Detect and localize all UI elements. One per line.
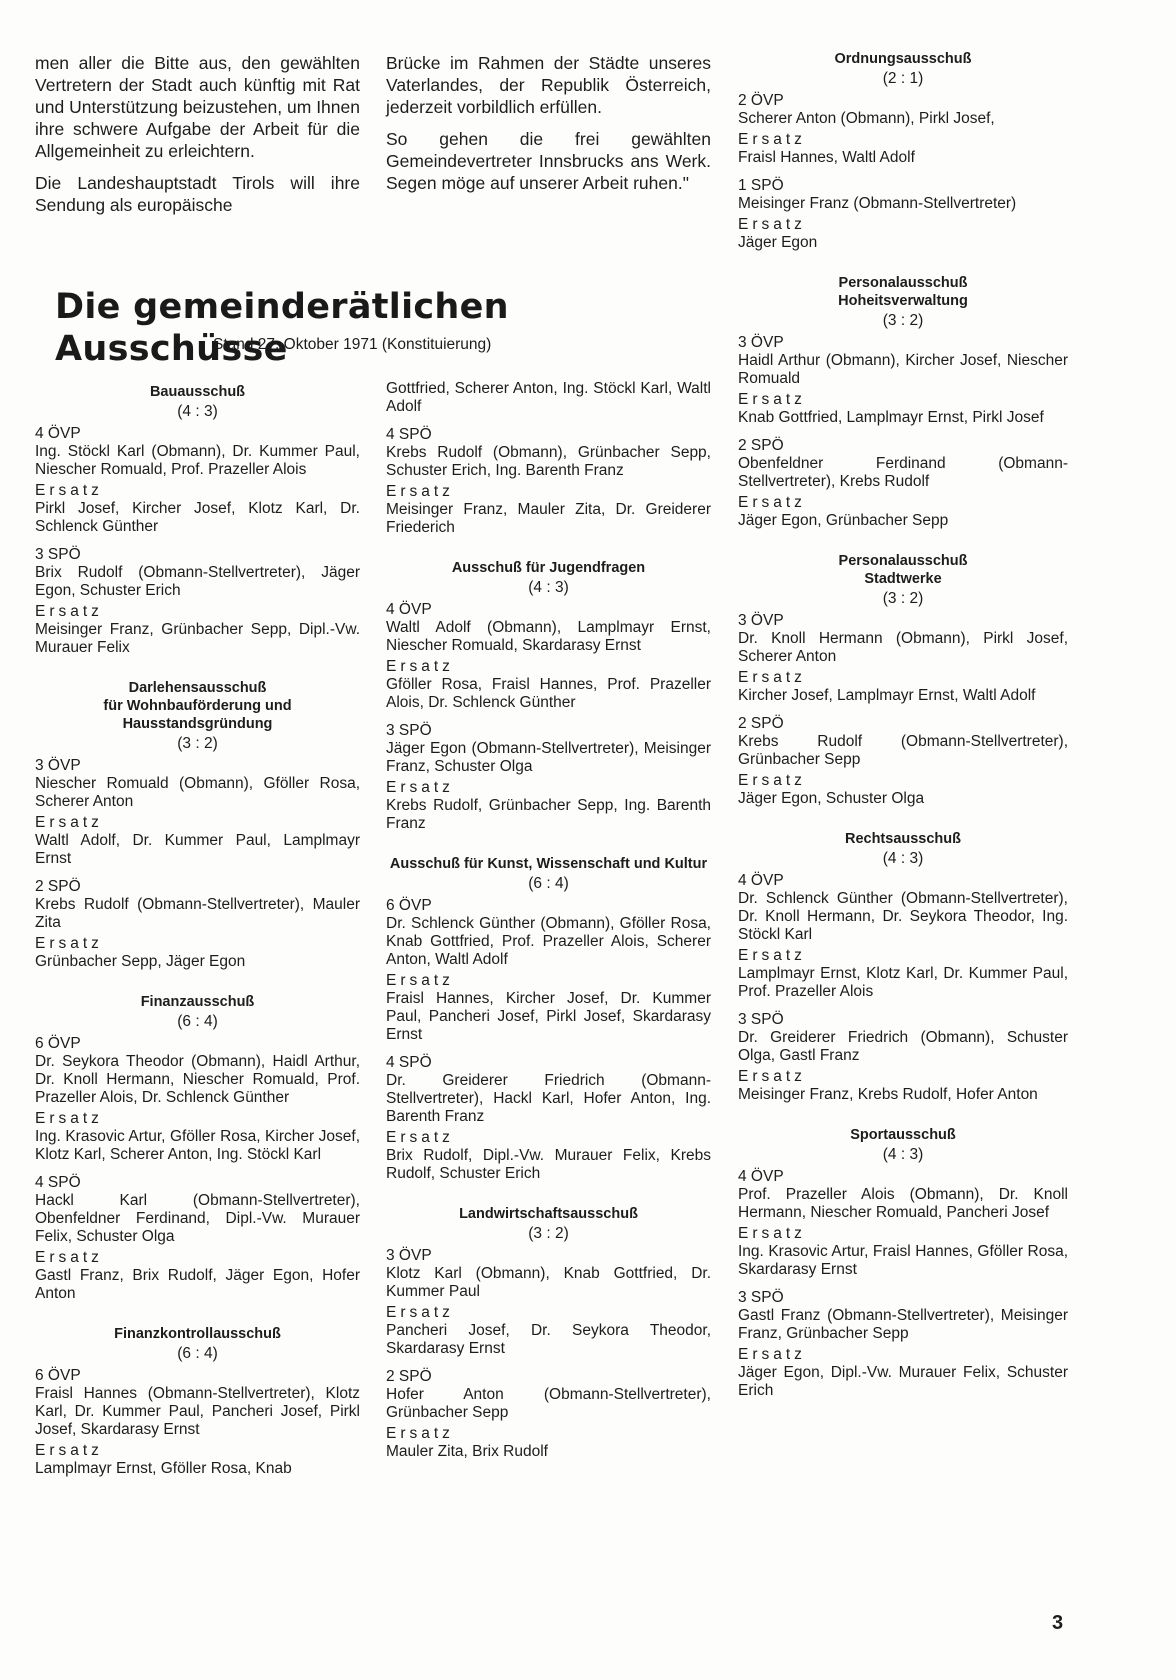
member-list: Fraisl Hannes (Obmann-Stellvertreter), Klotz Karl, Dr. Kummer Paul, Pancheri Josef, Pirkl Josef, Skardarasy Ernst [35,1385,360,1438]
member-list: Gastl Franz (Obmann-Stellvertreter), Meisinger Franz, Grünbacher Sepp [738,1307,1068,1342]
party-label: 3 ÖVP [35,757,81,774]
ersatz-list: Meisinger Franz, Krebs Rudolf, Hofer Anton [738,1086,1038,1103]
ersatz-label: Ersatz [35,603,103,620]
ersatz-list: Krebs Rudolf, Grünbacher Sepp, Ing. Barenth Franz [386,797,711,832]
committee-ratio: (4 : 3) [528,579,569,596]
party-label: 6 ÖVP [386,897,432,914]
ersatz-list: Brix Rudolf, Dipl.-Vw. Murauer Felix, Krebs Rudolf, Schuster Erich [386,1147,711,1182]
party-label: 3 SPÖ [35,546,81,563]
ersatz-label: Ersatz [386,658,454,675]
ersatz-list: Fraisl Hannes, Waltl Adolf [738,149,915,166]
party-label: 6 ÖVP [35,1367,81,1384]
committee-ratio: (6 : 4) [528,875,569,892]
ersatz-list: Pancheri Josef, Dr. Seykora Theodor, Skardarasy Ernst [386,1322,711,1357]
committee-ratio: (2 : 1) [882,70,924,87]
ersatz-list: Gastl Franz, Brix Rudolf, Jäger Egon, Hofer Anton [35,1267,360,1302]
committee-ratio: (3 : 2) [528,1225,569,1242]
committee-kunst [386,855,711,1183]
committee-column-3 [738,50,1068,1422]
party-label: 2 SPÖ [386,1368,432,1385]
member-list: Klotz Karl (Obmann), Knab Gottfried, Dr. Kummer Paul [386,1265,711,1300]
member-list: Dr. Greiderer Friedrich (Obmann-Stellvertreter), Hackl Karl, Hofer Anton, Ing. Barenth Franz [386,1072,711,1125]
member-list: Obenfeldner Ferdinand (Obmann-Stellvertreter), Krebs Rudolf [738,455,1068,490]
party-label: 3 SPÖ [738,1011,784,1028]
ersatz-list: Pirkl Josef, Kircher Josef, Klotz Karl, Dr. Schlenck Günther [35,500,360,535]
party-label: 3 SPÖ [386,722,432,739]
committee-jugend [386,559,711,833]
party-label: 2 SPÖ [738,715,784,732]
ersatz-list: Gottfried, Scherer Anton, Ing. Stöckl Karl, Waltl Adolf [386,380,711,415]
ersatz-label: Ersatz [738,391,806,408]
member-list: Niescher Romuald (Obmann), Gföller Rosa, Scherer Anton [35,775,360,810]
ersatz-list: Knab Gottfried, Lamplmayr Ernst, Pirkl Josef [738,409,1044,426]
ersatz-label: Ersatz [386,1425,454,1442]
party-label: 6 ÖVP [35,1035,81,1052]
member-list: Jäger Egon (Obmann-Stellvertreter), Meisinger Franz, Schuster Olga [386,740,711,775]
committee-title-line2: Hoheitsverwaltung [838,293,968,309]
committee-column-2 [386,380,711,1483]
ersatz-list: Kircher Josef, Lamplmayr Ernst, Waltl Adolf [738,687,1036,704]
party-label: 3 ÖVP [738,334,784,351]
committee-title: Ordnungsausschuß [834,51,972,67]
ersatz-label: Ersatz [738,669,806,686]
committee-ratio: (3 : 2) [177,735,218,752]
member-list: Dr. Greiderer Friedrich (Obmann), Schuster Olga, Gastl Franz [738,1029,1068,1064]
member-list: Krebs Rudolf (Obmann), Grünbacher Sepp, Schuster Erich, Ing. Barenth Franz [386,444,711,479]
party-label: 4 SPÖ [386,1054,432,1071]
party-label: 4 ÖVP [386,601,432,618]
ersatz-label: Ersatz [35,1249,103,1266]
committee-title: Sportausschuß [850,1127,956,1143]
committee-ratio: (6 : 4) [177,1013,218,1030]
member-list: Dr. Schlenck Günther (Obmann), Gföller Rosa, Knab Gottfried, Prof. Prazeller Alois, Scherer Anton, Waltl Adolf [386,915,711,968]
party-label: 2 ÖVP [738,92,784,109]
ersatz-list: Jäger Egon [738,234,818,251]
ersatz-list: Gföller Rosa, Fraisl Hannes, Prof. Prazeller Alois, Dr. Schlenck Günther [386,676,711,711]
committee-title-line2: für Wohnbauförderung und Hausstandsgründung [103,698,292,732]
committee-title: Finanzausschuß [140,994,255,1010]
ersatz-list: Grünbacher Sepp, Jäger Egon [35,953,246,970]
intro-column-1 [35,52,360,226]
ersatz-list: Jäger Egon, Dipl.-Vw. Murauer Felix, Schuster Erich [738,1364,1068,1399]
member-list: Prof. Prazeller Alois (Obmann), Dr. Knoll Hermann, Niescher Romuald, Pancheri Josef [738,1186,1068,1221]
ersatz-label: Ersatz [738,1068,806,1085]
committee-ratio: (4 : 3) [882,850,924,867]
intro-paragraph: Die Landeshauptstadt Tirols will ihre Sendung als europäische [35,173,360,215]
committee-ratio: (3 : 2) [882,312,924,329]
ersatz-label: Ersatz [386,1129,454,1146]
party-label: 4 ÖVP [738,872,784,889]
ersatz-list: Fraisl Hannes, Kircher Josef, Dr. Kummer Paul, Pancheri Josef, Pirkl Josef, Skardarasy Ernst [386,990,711,1043]
committee-title: Landwirtschaftsausschuß [459,1206,638,1222]
party-label: 3 ÖVP [738,612,784,629]
ersatz-label: Ersatz [738,494,806,511]
member-list: Dr. Seykora Theodor (Obmann), Haidl Arthur, Dr. Knoll Hermann, Niescher Romuald, Prof. Prazeller Alois, Dr. Schlenck Günther [35,1053,360,1106]
committee-column-1 [35,383,360,1500]
committee-landwirtschaft [386,1205,711,1461]
member-list: Krebs Rudolf (Obmann-Stellvertreter), Grünbacher Sepp [738,733,1068,768]
committee-ordnung [738,50,1068,252]
member-list: Dr. Knoll Hermann (Obmann), Pirkl Josef, Scherer Anton [738,630,1068,665]
committee-title: Ausschuß für Kunst, Wissenschaft und Kultur [389,856,708,872]
member-list: Haidl Arthur (Obmann), Kircher Josef, Niescher Romuald [738,352,1068,387]
party-label: 4 ÖVP [35,425,81,442]
committee-finanzkontroll-continued [386,380,711,537]
member-list: Hackl Karl (Obmann-Stellvertreter), Obenfeldner Ferdinand, Dipl.-Vw. Murauer Felix, Schuster Olga [35,1192,360,1245]
ersatz-list: Jäger Egon, Grünbacher Sepp [738,512,949,529]
committee-ratio: (4 : 3) [882,1146,924,1163]
member-list: Dr. Schlenck Günther (Obmann-Stellvertreter), Dr. Knoll Hermann, Dr. Seykora Theodor, Ing. Stöckl Karl [738,890,1068,943]
member-list: Brix Rudolf (Obmann-Stellvertreter), Jäger Egon, Schuster Erich [35,564,360,599]
intro-column-2 [386,52,711,204]
party-label: 4 ÖVP [738,1168,784,1185]
committee-title: Ausschuß für Jugendfragen [451,560,646,576]
committee-personal-hoheit [738,274,1068,530]
committee-darlehen [35,679,360,971]
ersatz-label: Ersatz [35,1110,103,1127]
member-list: Hofer Anton (Obmann-Stellvertreter), Grünbacher Sepp [386,1386,711,1421]
party-label: 4 SPÖ [35,1174,81,1191]
page-subtitle: Stand 27. Oktober 1971 (Konstituierung) [213,336,492,353]
committee-ratio: (3 : 2) [882,590,924,607]
ersatz-label: Ersatz [35,1442,103,1459]
ersatz-label: Ersatz [35,814,103,831]
committee-bau [35,383,360,657]
committee-title: Personalausschuß [838,275,968,291]
committee-title: Darlehensausschuß [128,680,267,696]
committee-recht [738,830,1068,1104]
ersatz-list: Lamplmayr Ernst, Klotz Karl, Dr. Kummer Paul, Prof. Prazeller Alois [738,965,1068,1000]
intro-paragraph: So gehen die frei gewählten Gemeindevertreter Innsbrucks ans Werk. Segen möge auf unserer Arbeit ruhen." [386,129,711,193]
ersatz-label: Ersatz [738,131,806,148]
ersatz-list: Ing. Krasovic Artur, Fraisl Hannes, Gföller Rosa, Skardarasy Ernst [738,1243,1068,1278]
ersatz-label: Ersatz [386,779,454,796]
party-label: 3 SPÖ [738,1289,784,1306]
party-label: 2 SPÖ [35,878,81,895]
party-label: 4 SPÖ [386,426,432,443]
ersatz-list: Ing. Krasovic Artur, Gföller Rosa, Kircher Josef, Klotz Karl, Scherer Anton, Ing. Stöckl Karl [35,1128,360,1163]
ersatz-label: Ersatz [386,1304,454,1321]
member-list: Waltl Adolf (Obmann), Lamplmayr Ernst, Niescher Romuald, Skardarasy Ernst [386,619,711,654]
ersatz-list: Meisinger Franz, Grünbacher Sepp, Dipl.-Vw. Murauer Felix [35,621,360,656]
page-title: Die gemeinderätlichen Ausschüsse [55,287,509,369]
committee-title: Bauausschuß [149,384,246,400]
ersatz-label: Ersatz [386,972,454,989]
committee-ratio: (6 : 4) [177,1345,218,1362]
committee-title: Rechtsausschuß [844,831,962,847]
member-list: Scherer Anton (Obmann), Pirkl Josef, [738,110,995,127]
ersatz-label: Ersatz [738,772,806,789]
member-list: Krebs Rudolf (Obmann-Stellvertreter), Mauler Zita [35,896,360,931]
committee-ratio: (4 : 3) [177,403,218,420]
ersatz-list: Waltl Adolf, Dr. Kummer Paul, Lamplmayr Ernst [35,832,360,867]
committee-title-line2: Stadtwerke [864,571,942,587]
ersatz-list: Meisinger Franz, Mauler Zita, Dr. Greiderer Friederich [386,501,711,536]
ersatz-list: Mauler Zita, Brix Rudolf [386,1443,548,1460]
ersatz-label: Ersatz [738,947,806,964]
intro-paragraph: men aller die Bitte aus, den gewählten Vertretern der Stadt auch künftig mit Rat und Unterstützung beizustehen, um Ihnen ihre schwere Aufgabe der Arbeit für die Allgemeinheit zu erleichtern. [35,53,360,161]
ersatz-label: Ersatz [386,483,454,500]
ersatz-label: Ersatz [738,1225,806,1242]
committee-sport [738,1126,1068,1400]
party-label: 2 SPÖ [738,437,784,454]
committee-finanzkontroll [35,1325,360,1478]
intro-paragraph: Brücke im Rahmen der Städte unseres Vaterlandes, der Republik Österreich, jederzeit vorbildlich erfüllen. [386,53,711,117]
ersatz-label: Ersatz [35,935,103,952]
ersatz-label: Ersatz [35,482,103,499]
page-number: 3 [1052,1612,1064,1634]
committee-personal-stadtwerke [738,552,1068,808]
party-label: 1 SPÖ [738,177,784,194]
committee-title: Personalausschuß [838,553,968,569]
member-list: Ing. Stöckl Karl (Obmann), Dr. Kummer Paul, Niescher Romuald, Prof. Prazeller Alois [35,443,360,478]
ersatz-label: Ersatz [738,216,806,233]
ersatz-list: Jäger Egon, Schuster Olga [738,790,925,807]
member-list: Meisinger Franz (Obmann-Stellvertreter) [738,195,1017,212]
party-label: 3 ÖVP [386,1247,432,1264]
ersatz-list: Lamplmayr Ernst, Gföller Rosa, Knab [35,1460,292,1477]
committee-title: Finanzkontrollausschuß [114,1326,281,1342]
ersatz-label: Ersatz [738,1346,806,1363]
committee-finanz [35,993,360,1303]
